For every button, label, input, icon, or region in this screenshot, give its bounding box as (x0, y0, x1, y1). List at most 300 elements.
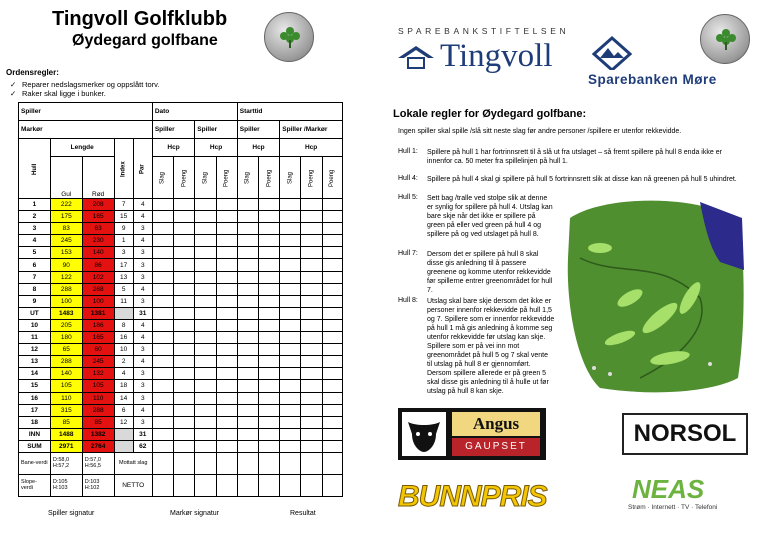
score-cell[interactable] (152, 344, 173, 356)
score-cell[interactable] (216, 356, 237, 368)
score-cell[interactable] (195, 332, 216, 344)
gul-length: 100 (50, 295, 82, 307)
hole-number: 3 (19, 223, 51, 235)
score-cell[interactable] (174, 332, 195, 344)
neas-logo: NEAS (632, 474, 705, 504)
course-name: Øydegard golfbane (72, 32, 218, 49)
score-cell[interactable] (237, 199, 258, 211)
score-cell[interactable] (280, 404, 301, 416)
index-header: Index (114, 139, 133, 199)
score-cell[interactable] (216, 199, 237, 211)
slopeverdi-gul: D:105 H:103 (50, 474, 82, 496)
score-cell[interactable] (301, 295, 322, 307)
score-cell[interactable] (322, 368, 342, 380)
hole-number: 17 (19, 404, 51, 416)
gul-length: 245 (50, 235, 82, 247)
hcp-label: Hcp (280, 139, 343, 157)
score-cell[interactable] (259, 380, 280, 392)
slag-header: Slag (195, 157, 216, 199)
hole-number: 15 (19, 380, 51, 392)
score-cell[interactable] (174, 392, 195, 404)
score-cell[interactable] (216, 247, 237, 259)
gul-length: 205 (50, 319, 82, 331)
score-cell[interactable] (195, 404, 216, 416)
sparebanken-logo-icon (592, 36, 632, 70)
score-cell[interactable] (301, 283, 322, 295)
hole-par: 4 (133, 404, 152, 416)
table-row (19, 259, 343, 271)
hole-par: 3 (133, 271, 152, 283)
score-cell[interactable] (259, 295, 280, 307)
score-cell[interactable] (259, 259, 280, 271)
lengde-header: Lengde (50, 139, 114, 157)
score-cell[interactable] (174, 356, 195, 368)
club-emblem-icon (264, 12, 314, 62)
score-cell[interactable] (195, 295, 216, 307)
score-cell[interactable] (195, 319, 216, 331)
score-cell[interactable] (259, 416, 280, 428)
hole-number: 14 (19, 368, 51, 380)
score-cell[interactable] (216, 211, 237, 223)
score-cell[interactable] (216, 259, 237, 271)
score-cell[interactable] (237, 392, 258, 404)
score-cell[interactable] (195, 235, 216, 247)
rules-heading: Ordensregler: (6, 68, 59, 77)
score-cell[interactable] (259, 344, 280, 356)
score-cell[interactable] (152, 211, 173, 223)
score-cell[interactable] (216, 416, 237, 428)
score-cell[interactable] (152, 223, 173, 235)
score-cell[interactable] (322, 295, 342, 307)
score-cell[interactable] (280, 332, 301, 344)
hole-par: 3 (133, 392, 152, 404)
netto-label: NETTO (114, 474, 152, 496)
club-emblem-icon (700, 14, 750, 64)
spiller-signatur: Spiller signatur (48, 510, 95, 517)
spiller-col-label: Spiller (152, 121, 194, 139)
score-cell[interactable] (237, 295, 258, 307)
score-cell[interactable] (301, 211, 322, 223)
score-cell[interactable] (301, 235, 322, 247)
hole-number: 12 (19, 344, 51, 356)
score-cell[interactable] (322, 344, 342, 356)
score-cell[interactable] (174, 416, 195, 428)
score-cell[interactable] (174, 223, 195, 235)
gul-length: 175 (50, 211, 82, 223)
score-cell[interactable] (216, 235, 237, 247)
score-cell[interactable] (259, 235, 280, 247)
score-cell[interactable] (174, 319, 195, 331)
gul-length: 140 (50, 368, 82, 380)
score-cell[interactable] (237, 247, 258, 259)
score-cell[interactable] (216, 319, 237, 331)
hole-number: 2 (19, 211, 51, 223)
score-cell[interactable] (195, 380, 216, 392)
score-cell[interactable] (301, 271, 322, 283)
score-cell[interactable] (237, 319, 258, 331)
hole-index: 2 (114, 356, 133, 368)
score-cell[interactable] (280, 247, 301, 259)
score-cell[interactable] (322, 247, 342, 259)
table-row (19, 211, 343, 223)
club-title: Tingvoll Golfklubb (52, 8, 228, 30)
poeng-header: Poeng (301, 157, 322, 199)
spiller-col-label: Spiller (237, 121, 279, 139)
hcp-label: Hcp (237, 139, 279, 157)
score-cell[interactable] (174, 368, 195, 380)
rod-length: 208 (82, 199, 114, 211)
gul-length: 288 (50, 356, 82, 368)
score-cell[interactable] (237, 223, 258, 235)
table-row (19, 368, 343, 380)
gul-length: 110 (50, 392, 82, 404)
ut-rod: 1381 (82, 307, 114, 319)
hcp-label: Hcp (195, 139, 237, 157)
bull-icon (402, 412, 446, 456)
back-nine (19, 319, 343, 428)
score-cell[interactable] (152, 368, 173, 380)
spiller-label: Spiller (19, 103, 153, 121)
hcp-label: Hcp (152, 139, 194, 157)
hole-par: 3 (133, 259, 152, 271)
hole-number: 1 (19, 199, 51, 211)
local-rules-intro: Ingen spiller skal spille /slå sitt neste slag før andre personer /spillere er utenfor rekkevidde. (398, 128, 682, 135)
baneverdi-gul: D:58,0 H:57,2 (50, 452, 82, 474)
score-cell[interactable] (216, 380, 237, 392)
score-cell[interactable] (322, 404, 342, 416)
score-cell[interactable] (301, 404, 322, 416)
angus-gaupset-logo (398, 408, 546, 460)
rule-hole-text: Spillere på hull 4 skal gi spillere på hull 5 fortrinnsrett slik at disse kan nå greenen på hull 5 uhindret. (427, 176, 737, 183)
clover-icon (279, 25, 301, 49)
score-cell[interactable] (322, 259, 342, 271)
score-cell[interactable] (152, 416, 173, 428)
score-cell[interactable] (195, 247, 216, 259)
sparebanken-logo: Sparebanken Møre (588, 72, 717, 87)
score-cell[interactable] (174, 199, 195, 211)
table-row (19, 235, 343, 247)
hole-number: 10 (19, 319, 51, 331)
score-cell[interactable] (280, 356, 301, 368)
score-cell[interactable] (174, 380, 195, 392)
rod-header: Rød (82, 157, 114, 199)
score-cell[interactable] (322, 319, 342, 331)
score-cell[interactable] (216, 295, 237, 307)
score-cell[interactable] (216, 332, 237, 344)
score-cell[interactable] (216, 223, 237, 235)
score-cell[interactable] (280, 295, 301, 307)
sum-gul: 2971 (50, 440, 82, 452)
score-cell[interactable] (259, 199, 280, 211)
score-cell[interactable] (237, 416, 258, 428)
score-cell[interactable] (259, 332, 280, 344)
score-cell[interactable] (195, 283, 216, 295)
score-cell[interactable] (152, 332, 173, 344)
score-cell[interactable] (195, 223, 216, 235)
baneverdi-label: Bane-verdi (19, 452, 51, 474)
rod-length: 110 (82, 392, 114, 404)
score-cell[interactable] (152, 404, 173, 416)
gul-length: 85 (50, 416, 82, 428)
score-cell[interactable] (152, 259, 173, 271)
rule-hole-label: Hull 1: (398, 148, 418, 155)
score-cell[interactable] (322, 416, 342, 428)
score-cell[interactable] (301, 332, 322, 344)
score-cell[interactable] (301, 259, 322, 271)
score-cell[interactable] (152, 356, 173, 368)
score-cell[interactable] (280, 319, 301, 331)
score-cell[interactable] (259, 392, 280, 404)
rule-hole-label: Hull 5: (398, 194, 418, 201)
score-cell[interactable] (259, 247, 280, 259)
score-cell[interactable] (322, 332, 342, 344)
score-cell[interactable] (237, 356, 258, 368)
score-cell[interactable] (174, 247, 195, 259)
hole-par: 3 (133, 247, 152, 259)
score-cell[interactable] (280, 199, 301, 211)
score-cell[interactable] (322, 271, 342, 283)
score-cell[interactable] (195, 199, 216, 211)
rule-item: ✓ Reparer nedslagsmerker og oppslått torv. (10, 80, 160, 89)
score-cell[interactable] (237, 235, 258, 247)
hole-index: 8 (114, 319, 133, 331)
hole-index: 15 (114, 211, 133, 223)
gul-length: 122 (50, 271, 82, 283)
gul-length: 105 (50, 380, 82, 392)
table-row (19, 295, 343, 307)
score-cell[interactable] (301, 247, 322, 259)
gul-length: 153 (50, 247, 82, 259)
hole-index: 3 (114, 247, 133, 259)
score-cell[interactable] (259, 271, 280, 283)
score-cell[interactable] (280, 283, 301, 295)
score-cell[interactable] (195, 392, 216, 404)
rod-length: 268 (82, 283, 114, 295)
score-cell[interactable] (195, 271, 216, 283)
score-cell[interactable] (301, 199, 322, 211)
score-cell[interactable] (152, 295, 173, 307)
rule-hole-label: Hull 7: (398, 250, 418, 257)
rod-length: 230 (82, 235, 114, 247)
score-cell[interactable] (195, 259, 216, 271)
spiller-markor-label: Spiller /Markør (280, 121, 343, 139)
score-cell[interactable] (237, 344, 258, 356)
score-cell[interactable] (301, 223, 322, 235)
score-cell[interactable] (322, 283, 342, 295)
score-cell[interactable] (322, 392, 342, 404)
slag-header: Slag (152, 157, 173, 199)
hole-par: 3 (133, 295, 152, 307)
hole-index: 6 (114, 404, 133, 416)
gul-length: 83 (50, 223, 82, 235)
score-cell[interactable] (259, 356, 280, 368)
score-cell[interactable] (216, 392, 237, 404)
rule-hole-text: Sett bag /tralle ved stolpe slik at denne er synlig for spillere på hull 4. Utslag kan bare skje når det ikke er spillere på green på eller ved green på hull 4 og spillere på og ved utslaget på hull 8. (427, 195, 553, 238)
score-cell[interactable] (174, 211, 195, 223)
score-cell[interactable] (237, 271, 258, 283)
score-cell[interactable] (237, 259, 258, 271)
score-cell[interactable] (237, 368, 258, 380)
rod-length: 186 (82, 319, 114, 331)
score-cell[interactable] (301, 416, 322, 428)
score-cell[interactable] (195, 211, 216, 223)
score-cell[interactable] (152, 319, 173, 331)
starttid-label: Starttid (237, 103, 342, 121)
hole-index: 18 (114, 380, 133, 392)
score-cell[interactable] (280, 368, 301, 380)
score-cell[interactable] (280, 235, 301, 247)
hole-index: 16 (114, 332, 133, 344)
score-cell[interactable] (152, 392, 173, 404)
gaupset-text: GAUPSET (452, 438, 540, 456)
hole-number: 6 (19, 259, 51, 271)
hole-par: 3 (133, 344, 152, 356)
rod-length: 60 (82, 344, 114, 356)
score-cell[interactable] (152, 283, 173, 295)
score-cell[interactable] (322, 223, 342, 235)
hole-par: 4 (133, 211, 152, 223)
score-cell[interactable] (280, 223, 301, 235)
score-cell[interactable] (216, 283, 237, 295)
score-cell[interactable] (280, 392, 301, 404)
hole-number: 4 (19, 235, 51, 247)
rod-length: 63 (82, 223, 114, 235)
scorecard-table (18, 102, 343, 497)
gul-length: 90 (50, 259, 82, 271)
rod-length: 102 (82, 271, 114, 283)
score-cell[interactable] (174, 271, 195, 283)
score-cell[interactable] (237, 404, 258, 416)
gul-length: 180 (50, 332, 82, 344)
score-cell[interactable] (322, 211, 342, 223)
score-cell[interactable] (322, 199, 342, 211)
inn-label: INN (19, 428, 51, 440)
score-cell[interactable] (195, 368, 216, 380)
score-cell[interactable] (152, 235, 173, 247)
table-row (19, 247, 343, 259)
ut-gul: 1483 (50, 307, 82, 319)
rule-hole-text: Dersom det er spillere på hull 8 skal disse gis anledning til å passere greenene og komme utenfor rekkevidde før spillerne entrer greenområdet for hull 7. (427, 251, 553, 294)
score-cell[interactable] (237, 211, 258, 223)
score-cell[interactable] (322, 235, 342, 247)
neas-tagline: Strøm · Internett · TV · Telefoni (628, 504, 718, 511)
score-cell[interactable] (152, 380, 173, 392)
hole-index: 13 (114, 271, 133, 283)
bunnpris-logo: BUNNPRIS (398, 480, 547, 513)
rod-length: 105 (82, 380, 114, 392)
score-cell[interactable] (259, 211, 280, 223)
sum-par: 62 (133, 440, 152, 452)
hole-index: 7 (114, 199, 133, 211)
score-cell[interactable] (280, 271, 301, 283)
dato-label: Dato (152, 103, 237, 121)
gul-length: 315 (50, 404, 82, 416)
score-cell[interactable] (174, 404, 195, 416)
hole-index: 17 (114, 259, 133, 271)
rod-length: 165 (82, 211, 114, 223)
inn-gul: 1488 (50, 428, 82, 440)
score-cell[interactable] (174, 295, 195, 307)
score-cell[interactable] (174, 283, 195, 295)
score-cell[interactable] (280, 380, 301, 392)
hole-par: 3 (133, 380, 152, 392)
score-cell[interactable] (195, 356, 216, 368)
score-cell[interactable] (301, 380, 322, 392)
norsol-logo: NORSOL (622, 413, 748, 455)
score-cell[interactable] (301, 392, 322, 404)
score-cell[interactable] (216, 271, 237, 283)
score-cell[interactable] (152, 199, 173, 211)
score-cell[interactable] (259, 404, 280, 416)
score-cell[interactable] (259, 319, 280, 331)
score-cell[interactable] (322, 356, 342, 368)
score-cell[interactable] (280, 416, 301, 428)
score-cell[interactable] (195, 344, 216, 356)
score-cell[interactable] (237, 332, 258, 344)
rod-length: 165 (82, 332, 114, 344)
hole-par: 3 (133, 368, 152, 380)
score-cell[interactable] (259, 368, 280, 380)
front-nine (19, 199, 343, 308)
score-cell[interactable] (237, 380, 258, 392)
hole-par: 4 (133, 199, 152, 211)
table-row (19, 404, 343, 416)
score-cell[interactable] (174, 259, 195, 271)
score-cell[interactable] (301, 356, 322, 368)
table-row (19, 319, 343, 331)
score-cell[interactable] (259, 223, 280, 235)
markor-label: Markør (19, 121, 153, 139)
hole-number: 16 (19, 392, 51, 404)
score-cell[interactable] (259, 283, 280, 295)
hole-index: 4 (114, 368, 133, 380)
score-cell[interactable] (174, 344, 195, 356)
hole-number: 7 (19, 271, 51, 283)
hole-index: 9 (114, 223, 133, 235)
gul-length: 222 (50, 199, 82, 211)
score-cell[interactable] (322, 380, 342, 392)
local-rules-title: Lokale regler for Øydegard golfbane: (393, 108, 587, 120)
table-row (19, 380, 343, 392)
score-cell[interactable] (216, 344, 237, 356)
slopeverdi-label: Slope-verdi (19, 474, 51, 496)
hole-par: 3 (133, 416, 152, 428)
score-cell[interactable] (195, 416, 216, 428)
score-cell[interactable] (280, 259, 301, 271)
poeng-header: Poeng (216, 157, 237, 199)
hull-header: Hull (19, 139, 51, 199)
gul-header: Gul (50, 157, 82, 199)
score-cell[interactable] (280, 211, 301, 223)
score-cell[interactable] (152, 271, 173, 283)
score-cell[interactable] (301, 368, 322, 380)
score-cell[interactable] (301, 344, 322, 356)
score-cell[interactable] (216, 404, 237, 416)
score-cell[interactable] (280, 344, 301, 356)
score-cell[interactable] (301, 319, 322, 331)
inn-rod: 1382 (82, 428, 114, 440)
gul-length: 288 (50, 283, 82, 295)
hole-par: 4 (133, 356, 152, 368)
par-header: Par (133, 139, 152, 199)
score-cell[interactable] (152, 247, 173, 259)
slopeverdi-rod: D:103 H:102 (82, 474, 114, 496)
rod-length: 140 (82, 247, 114, 259)
score-cell[interactable] (216, 368, 237, 380)
score-cell[interactable] (237, 283, 258, 295)
score-cell[interactable] (174, 235, 195, 247)
table-row (19, 283, 343, 295)
